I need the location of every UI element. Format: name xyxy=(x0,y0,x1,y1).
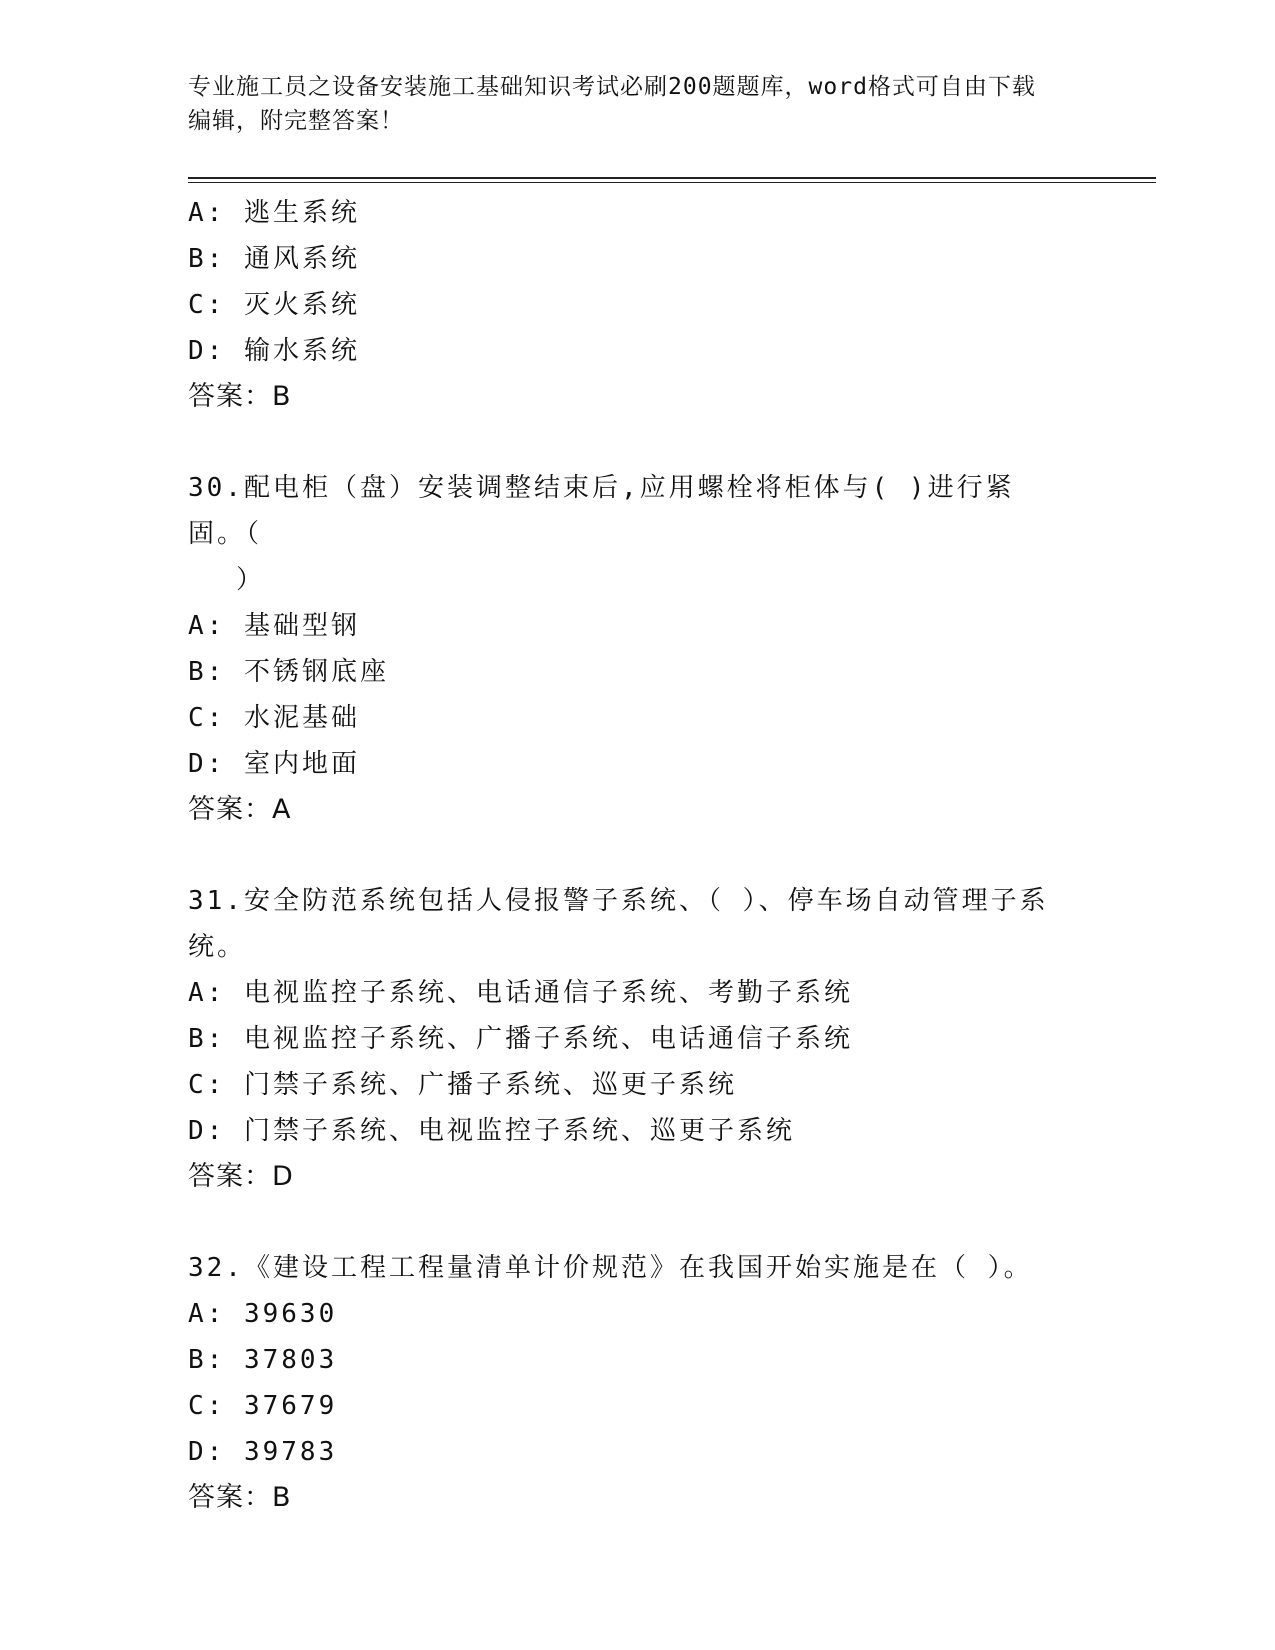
option-d: D: 输水系统 xyxy=(188,336,360,366)
question-32-text xyxy=(188,1245,1068,1291)
answer-text: 答案：A xyxy=(188,794,292,825)
document-header xyxy=(188,70,1078,138)
question-31-line-2: 统。 xyxy=(188,932,247,962)
question-31-block xyxy=(188,878,1108,1200)
option-c: C: 37679 xyxy=(188,1391,338,1421)
question-30-text xyxy=(188,465,1068,603)
question-30-block xyxy=(188,465,1108,833)
option-c: C: 灭火系统 xyxy=(188,290,360,320)
header-divider xyxy=(188,177,1156,183)
question-31-line-1: 31.安全防范系统包括人侵报警子系统、（ ）、停车场自动管理子系 xyxy=(188,886,1049,916)
header-title-line-1: 专业施工员之设备安装施工基础知识考试必刷200题题库，word格式可自由下载 xyxy=(188,74,1036,100)
option-b: B: 电视监控子系统、广播子系统、电话通信子系统 xyxy=(188,1024,853,1054)
question-32-line-1: 32.《建设工程工程量清单计价规范》在我国开始实施是在（ ）。 xyxy=(188,1253,1033,1283)
option-d: D: 39783 xyxy=(188,1437,338,1467)
answer-text: 答案：B xyxy=(188,381,292,412)
option-a: A: 39630 xyxy=(188,1299,338,1329)
option-b: B: 通风系统 xyxy=(188,244,360,274)
option-a: A: 逃生系统 xyxy=(188,198,360,228)
question-30-line-2: ） xyxy=(236,565,266,595)
option-d: D: 室内地面 xyxy=(188,749,360,779)
question-content xyxy=(188,190,1108,1521)
option-d: D: 门禁子系统、电视监控子系统、巡更子系统 xyxy=(188,1116,795,1146)
option-a: A: 基础型钢 xyxy=(188,611,360,641)
question-31-text xyxy=(188,878,1068,970)
answer-text: 答案：B xyxy=(188,1482,292,1513)
spacer xyxy=(188,833,1108,878)
option-c: C: 水泥基础 xyxy=(188,703,360,733)
spacer xyxy=(188,420,1108,465)
option-b: B: 不锈钢底座 xyxy=(188,657,389,687)
question-29-block xyxy=(188,190,1108,420)
answer-text: 答案：D xyxy=(188,1161,294,1192)
spacer xyxy=(188,1200,1108,1245)
option-c: C: 门禁子系统、广播子系统、巡更子系统 xyxy=(188,1070,737,1100)
option-b: B: 37803 xyxy=(188,1345,338,1375)
question-30-line-1: 30.配电柜（盘）安装调整结束后,应用螺栓将柜体与( )进行紧固。（ xyxy=(188,473,1015,549)
header-title-line-2: 编辑，附完整答案！ xyxy=(188,108,404,134)
option-a: A: 电视监控子系统、电话通信子系统、考勤子系统 xyxy=(188,978,853,1008)
question-32-block xyxy=(188,1245,1108,1521)
